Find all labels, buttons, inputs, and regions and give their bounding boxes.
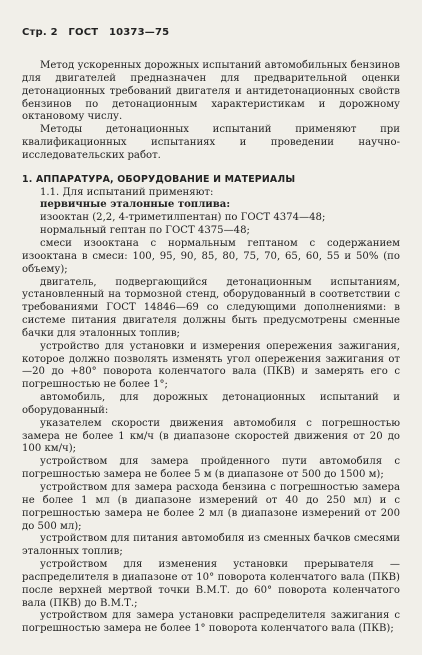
spacer bbox=[22, 163, 400, 174]
intro-paragraph-2: Методы детонационных испытаний применяют при квалификационных испытаниях и проведении научно-исследовательских работ. bbox=[22, 124, 400, 161]
heptane-line: нормальный гептан по ГОСТ 4375—48; bbox=[40, 225, 250, 237]
car-heading: автомобиль, для дорожных детонационных испытаний и оборудованный: bbox=[22, 392, 400, 416]
isooctane-line: изооктан (2,2, 4-триметилпентан) по ГОСТ 4374—48; bbox=[40, 212, 326, 224]
page-number: Стр. 2 bbox=[22, 27, 58, 38]
section-title: 1. АППАРАТУРА, ОБОРУДОВАНИЕ И МАТЕРИАЛЫ bbox=[22, 173, 296, 185]
speed-paragraph: указателем скорости движения автомобиля с погрешностью замера не более 1 км/ч (в диапазоне скоростей движения от 20 до 100 км/ч); bbox=[22, 417, 400, 455]
document-body bbox=[22, 60, 400, 636]
ignition-device-paragraph: устройство для установки и измерения опережения зажигания, которое должно позволять изменять угол опережения зажигания от —20 до +80° поворота коленчатого вала (ПКВ) и замерять его с погрешностью не более 1°; bbox=[22, 340, 400, 391]
standard-label: ГОСТ bbox=[68, 27, 99, 38]
mixtures-paragraph: смеси изооктана с нормальным гептаном с содержанием изооктана в смеси: 100, 95, 90, 85, 80, 75, 70, 65, 60, 55 и 50% (по объему); bbox=[22, 237, 400, 275]
fuels-heading: первичные эталонные топлива: bbox=[40, 199, 231, 211]
clause-lead: 1.1. Для испытаний применяют: bbox=[40, 186, 214, 198]
page-header bbox=[22, 27, 176, 38]
distance-paragraph: устройством для замера пройденного пути автомобиля с погрешностью замера не более 5 м (в диапазоне от 500 до 1500 м); bbox=[22, 456, 400, 481]
tanks-paragraph: устройством для питания автомобиля из сменных бачков смесями эталонных топлив; bbox=[22, 533, 400, 558]
standard-number: 10373—75 bbox=[108, 27, 170, 38]
distributor-paragraph: устройством для изменения установки прерывателя — распределителя в диапазоне от 10° поворота коленчатого вала (ПКВ) после верхней мертвой точки В.М.Т. до 60° поворота коленчатого вала (ПКВ) до В.М.Т.; bbox=[22, 559, 400, 609]
distributor-measure-paragraph: устройством для замера установки распределителя зажигания с погрешностью замера не более 1° поворота коленчатого вала (ПКВ); bbox=[22, 610, 400, 635]
fuel-flow-paragraph: устройством для замера расхода бензина с погрешностью замера не более 1 мл (в диапазоне измерений от 40 до 250 мл) и с погрешностью замера не более 2 мл (в диапазоне измерений от 200 до 500 мл); bbox=[22, 482, 400, 532]
engine-paragraph: двигатель, подвергающийся детонационным испытаниям, установленный на тормозной стенд, оборудованный в соответствии с требованиями ГОСТ 14846—69 со следующими дополнениями: в системе питания двигателя должны быть предусмотрены сменные бачки для эталонных топлив; bbox=[22, 276, 400, 339]
intro-paragraph-1: Метод ускоренных дорожных испытаний автомобильных бензинов для двигателей предназначен для предварительной оценки детонационных требований двигателя и антидетонационных свойств бензинов по детонационным характеристикам и дорожному октановому числу. bbox=[22, 60, 400, 123]
